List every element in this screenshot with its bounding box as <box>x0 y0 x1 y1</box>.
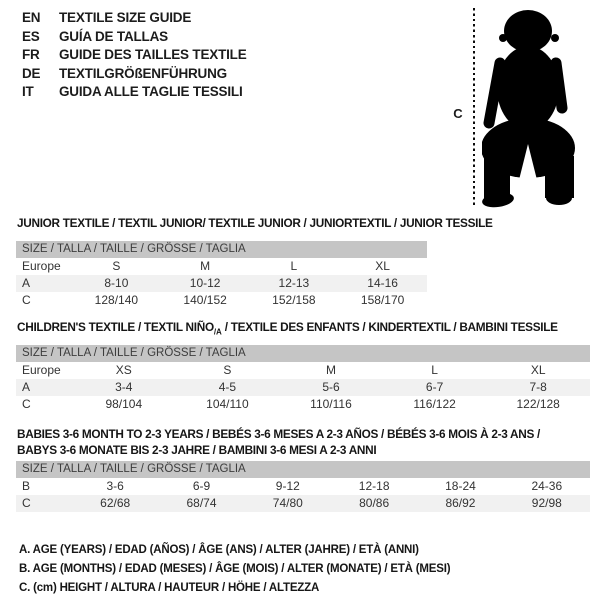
footnote-b: B. AGE (MONTHS) / EDAD (MESES) / ÂGE (MOIS) / ALTER (MONATE) / ETÀ (MESI) <box>19 563 451 575</box>
size-header-bar: SIZE / TALLA / TAILLE / GRÖSSE / TAGLIA <box>16 345 590 362</box>
row-label: C <box>22 293 31 307</box>
language-row-es <box>22 28 247 47</box>
section-title-junior-textile <box>17 216 493 232</box>
table-cell: 5-6 <box>322 380 340 394</box>
table-cell: 10-12 <box>189 276 221 290</box>
language-header <box>22 9 247 102</box>
table-cell: 86/92 <box>445 496 476 510</box>
title-segment: / TEXTILE DES ENFANTS / KINDERTEXTIL / BAMBINI TESSILE <box>221 320 558 334</box>
table-cell: XL <box>375 259 390 273</box>
table-cell: XL <box>530 363 546 377</box>
language-code: FR <box>22 47 40 63</box>
table-cell: M <box>200 259 211 273</box>
table-row-C <box>16 495 590 512</box>
title-segment: BABYS 3-6 MONATE BIS 2-3 JAHRE / BAMBINI 3-6 MESI A 2-3 ANNI <box>17 442 377 457</box>
table-row-A <box>16 275 427 292</box>
table-cell: 110/116 <box>310 397 352 411</box>
table-cell: 8-10 <box>104 276 129 290</box>
size-header-bar: SIZE / TALLA / TAILLE / GRÖSSE / TAGLIA <box>16 461 590 478</box>
table-cell: 74/80 <box>272 496 303 510</box>
title-segment: /A <box>213 327 222 337</box>
height-marker-label: C <box>453 106 463 121</box>
language-code: IT <box>22 84 34 100</box>
language-row-it <box>22 83 247 102</box>
footnotes <box>19 541 450 598</box>
table-row-A <box>16 379 590 396</box>
footnote-c: C. (cm) HEIGHT / ALTURA / HAUTEUR / HÖHE / ALTEZZA <box>19 582 320 594</box>
table-cell: 12-13 <box>278 276 310 290</box>
language-code: EN <box>22 10 41 25</box>
language-label: TEXTILGRÖßENFÜHRUNG <box>59 65 227 81</box>
table-cell: 12-18 <box>358 479 390 493</box>
title-segment: JUNIOR TEXTILE / TEXTIL JUNIOR/ TEXTILE JUNIOR / JUNIORTEXTIL / JUNIOR TESSILE <box>17 216 493 230</box>
language-row-en <box>22 9 247 28</box>
section-title-babies-textile <box>17 427 540 458</box>
size-table-children <box>16 345 590 413</box>
language-label: GUIDE DES TAILLES TEXTILE <box>59 47 247 63</box>
table-cell: XS <box>115 363 132 377</box>
table-cell: 122/128 <box>516 397 560 411</box>
table-cell: 14-16 <box>367 276 398 290</box>
table-cell: 104/110 <box>206 397 249 411</box>
table-rows <box>16 362 590 413</box>
table-cell: 62/68 <box>100 496 131 510</box>
table-cell: 3-6 <box>106 479 124 493</box>
table-cell: 9-12 <box>275 479 300 493</box>
table-cell: L <box>290 259 298 273</box>
table-rows <box>16 478 590 512</box>
row-label: B <box>22 479 31 493</box>
table-row-C <box>16 292 427 309</box>
table-row-B <box>16 478 590 495</box>
table-cell: 6-7 <box>425 380 444 394</box>
table-cell: 7-8 <box>529 380 547 394</box>
size-table-babies <box>16 461 590 512</box>
table-cell: 3-4 <box>115 380 133 394</box>
table-cell: M <box>325 363 336 377</box>
table-cell: 92/98 <box>531 496 562 510</box>
row-label: Europe <box>22 363 61 377</box>
table-cell: 116/122 <box>413 397 456 411</box>
baby-silhouette-icon <box>482 8 578 208</box>
size-header-bar: SIZE / TALLA / TAILLE / GRÖSSE / TAGLIA <box>16 241 427 258</box>
language-code: DE <box>22 65 41 81</box>
table-cell: 98/104 <box>105 397 143 411</box>
language-label: GUIDA ALLE TAGLIE TESSILI <box>59 84 243 100</box>
title-segment: CHILDREN'S TEXTILE / TEXTIL NIÑO <box>17 320 214 334</box>
table-cell: 140/152 <box>183 293 227 307</box>
table-cell: S <box>112 259 121 273</box>
table-row-C <box>16 396 590 413</box>
title-segment: BABIES 3-6 MONTH TO 2-3 YEARS / BEBÉS 3-6 MESES A 2-3 AÑOS / BÉBÉS 3-6 MOIS À 2-3 ANS / <box>17 427 541 441</box>
table-rows <box>16 258 427 309</box>
table-row-header <box>16 362 590 379</box>
table-cell: 152/158 <box>272 293 316 307</box>
section-title-childrens-textile <box>17 320 558 340</box>
language-code: ES <box>22 28 40 44</box>
table-cell: 6-9 <box>192 479 211 493</box>
table-cell: S <box>223 363 232 377</box>
row-label: A <box>22 276 31 290</box>
table-cell: 18-24 <box>445 479 476 493</box>
size-table-junior <box>16 241 427 309</box>
row-label: C <box>22 397 31 411</box>
table-cell: 68/74 <box>186 496 217 510</box>
height-dotted-line <box>473 8 475 207</box>
language-row-de <box>22 65 247 84</box>
table-cell: 24-36 <box>531 479 563 493</box>
table-cell: 80/86 <box>359 496 390 510</box>
row-label: C <box>22 496 31 510</box>
table-cell: 158/170 <box>360 293 405 307</box>
language-row-fr <box>22 46 247 65</box>
table-cell: 128/140 <box>94 293 139 307</box>
row-label: A <box>22 380 31 394</box>
table-row-header <box>16 258 427 275</box>
table-cell: 4-5 <box>218 380 237 394</box>
language-label: GUÍA DE TALLAS <box>59 28 168 44</box>
footnote-a: A. AGE (YEARS) / EDAD (AÑOS) / ÂGE (ANS) / ALTER (JAHRE) / ETÀ (ANNI) <box>19 544 419 556</box>
table-cell: L <box>431 363 438 377</box>
language-label: TEXTILE SIZE GUIDE <box>59 10 192 25</box>
row-label: Europe <box>22 259 61 273</box>
